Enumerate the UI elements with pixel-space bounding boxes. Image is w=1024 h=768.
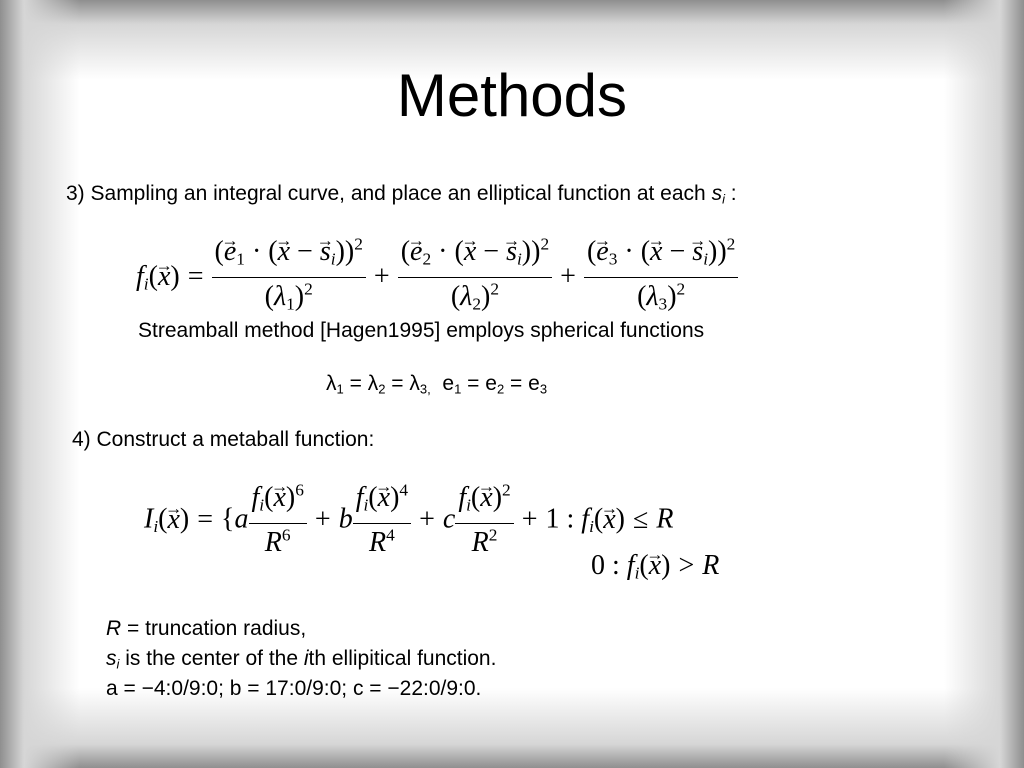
lambda-3: λ bbox=[409, 372, 420, 395]
metaball-term-c: $\frac{f_i(x \to)^2}{R^2}$ bbox=[455, 480, 513, 560]
metaball-term-a: $\frac{f_i(x \to)^6}{R^6}$ bbox=[249, 480, 307, 560]
lambda-2-sub: 2 bbox=[378, 381, 386, 397]
slide-title: Methods bbox=[396, 62, 628, 129]
spacer bbox=[431, 372, 443, 395]
step3-var: s bbox=[711, 182, 723, 205]
note-s-var: s bbox=[106, 647, 117, 670]
note-s bbox=[106, 646, 496, 677]
e-1-sub: 1 bbox=[454, 381, 462, 397]
note-s-text2: th ellipitical function. bbox=[308, 647, 497, 670]
lambda-3-sub: 3, bbox=[419, 381, 431, 397]
note-s-text1: is the center of the bbox=[119, 647, 304, 670]
step3-label: 3) Sampling an integral curve, and place an elliptical function at each bbox=[66, 182, 712, 205]
step3-text bbox=[66, 181, 737, 212]
note-r-var: R bbox=[106, 617, 122, 640]
e-1: e bbox=[442, 372, 455, 395]
term-1: $\frac{(e \to_1 \cdot (x \to - s \to_i))^2}{(\lambda_1)^2}$ bbox=[212, 234, 366, 322]
metaball-equation: $I_i(x$ →) = {a $\frac{f_i(x \to)^6}{R^6}$ + b $\frac{f_i(x \to)^4}{R^4}$ + c $\frac{f_i(x \to)^2}{R^2}$ + 1 : $f_i(x$ →) ≤ R bbox=[144, 480, 673, 560]
metaball-term-b: $\frac{f_i(x \to)^4}{R^4}$ bbox=[353, 480, 411, 560]
term-3: $\frac{(e \to_3 \cdot (x \to - s \to_i))^2}{(\lambda_3)^2}$ bbox=[584, 234, 738, 322]
step3-suffix: : bbox=[724, 182, 737, 205]
lambda-equality bbox=[326, 371, 547, 402]
e-2: e bbox=[485, 372, 497, 395]
metaball-equation-case-2: 0 : $f_i(x$ →) > R bbox=[591, 548, 719, 590]
note-coefficients: a = −4:0/9:0; b = 17:0/9:0; c = −22:0/9:0. bbox=[106, 677, 482, 700]
note-s-sub: i bbox=[116, 656, 120, 672]
equals-4: = bbox=[504, 372, 529, 395]
note-s-ivar: i bbox=[303, 647, 309, 670]
note-r-text: = truncation radius, bbox=[121, 617, 307, 640]
note-r bbox=[106, 616, 306, 642]
ellipse-equation: $f_i(x$ →) = $\frac{(e \to_1 \cdot (x \to - s \to_i))^2}{(\lambda_1)^2}$ + $\frac{(e \to_2 \cdot (x \to - s \to_i))^2}{(\lambda_2)^2}$ + $\frac{(e \to_3 \cdot (x \to - s \to_i))^2}{(\lambda_3)^2}$ bbox=[136, 234, 738, 322]
e-3: e bbox=[528, 372, 540, 395]
step4-text: 4) Construct a metaball function: bbox=[72, 428, 375, 451]
equals-1: = bbox=[343, 372, 368, 395]
e-2-sub: 2 bbox=[496, 381, 505, 397]
streamball-text: Streamball method [Hagen1995] employs spherical functions bbox=[138, 319, 705, 342]
lambda-1: λ bbox=[326, 372, 337, 395]
term-2: $\frac{(e \to_2 \cdot (x \to - s \to_i))^2}{(\lambda_2)^2}$ bbox=[398, 234, 552, 322]
step3-sub: i bbox=[722, 191, 725, 207]
equals-2: = bbox=[385, 372, 410, 395]
equals-3: = bbox=[461, 372, 486, 395]
lambda-1-sub: 1 bbox=[336, 381, 344, 397]
e-3-sub: 3 bbox=[539, 381, 548, 397]
lambda-2: λ bbox=[367, 372, 379, 395]
